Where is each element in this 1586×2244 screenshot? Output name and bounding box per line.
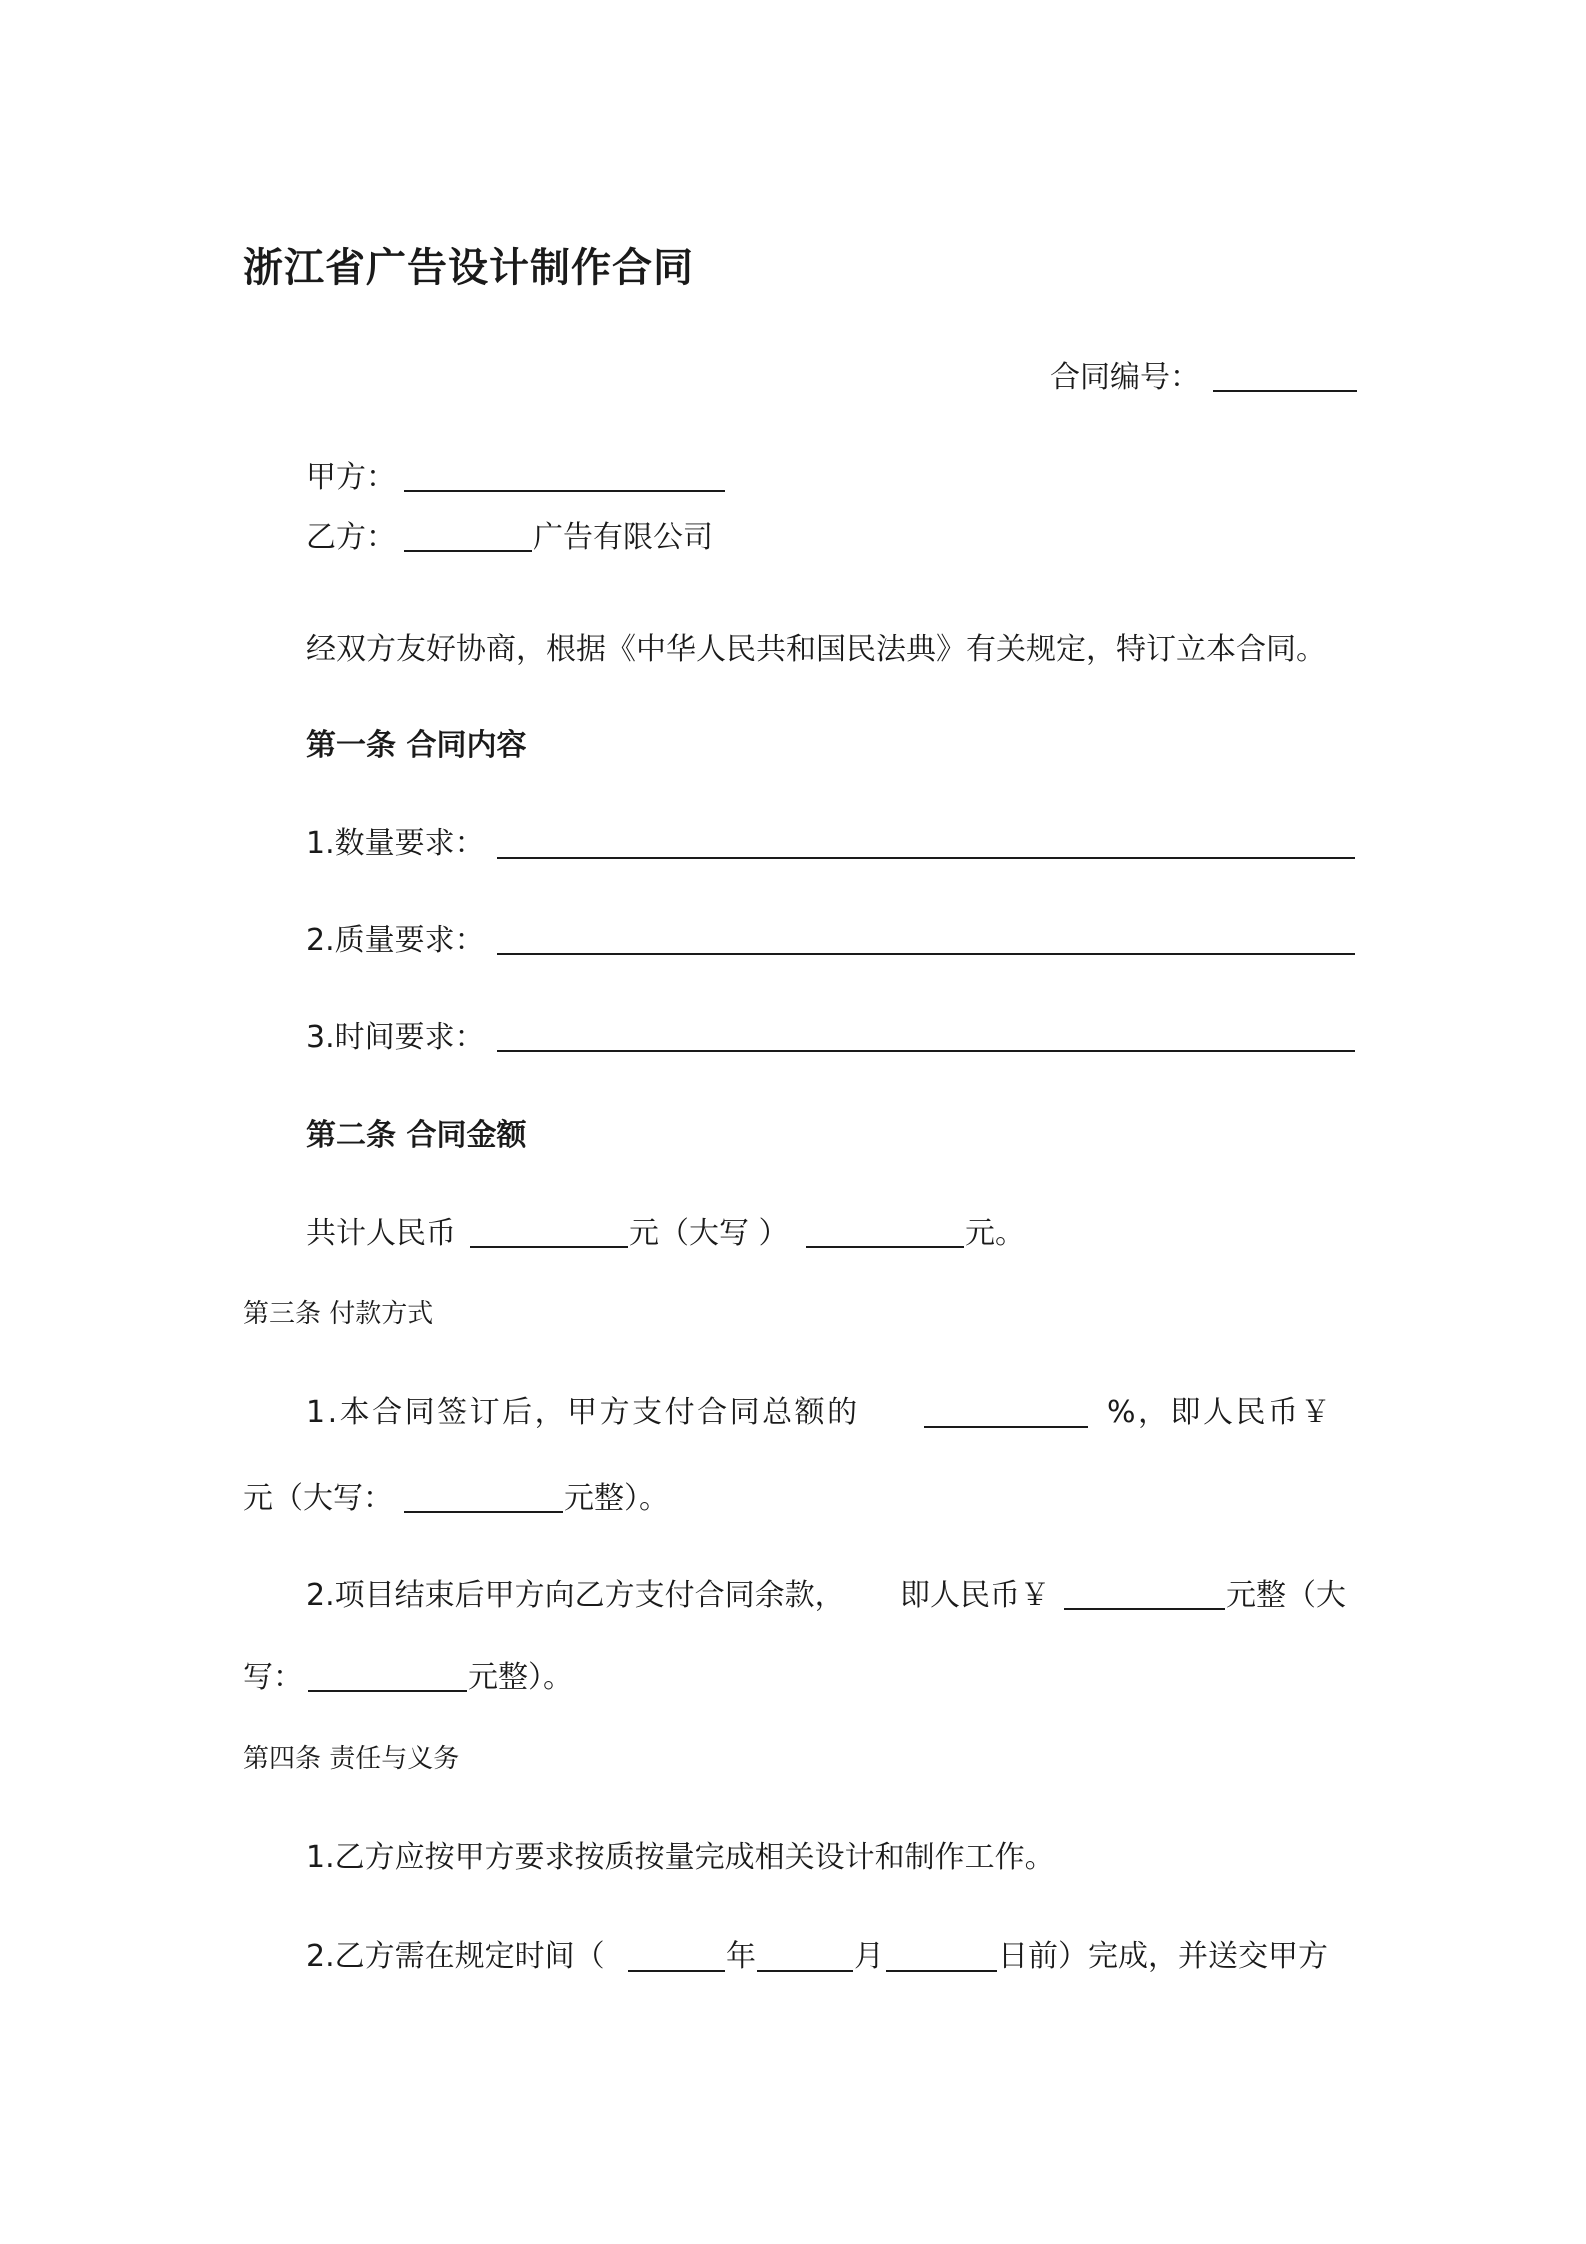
payment-clause-1a: 1.本合同签订后，甲方支付合同总额的: [306, 1395, 860, 1430]
payment-clause-2a: 2.项目结束后甲方向乙方支付合同余款，: [306, 1578, 845, 1613]
article2-heading: 第二条 合同金额: [306, 1118, 527, 1153]
amount-suffix: 元。: [965, 1216, 1025, 1251]
article3-heading: 第三条 付款方式: [243, 1299, 434, 1329]
amount-words-field[interactable]: [806, 1246, 964, 1248]
article4-heading: 第四条 责任与义务: [243, 1744, 460, 1774]
amount-prefix: 共计人民币: [306, 1216, 456, 1251]
quality-field[interactable]: [497, 953, 1355, 955]
party-a-field[interactable]: [404, 490, 725, 492]
intro-paragraph: 经双方友好协商，根据《中华人民共和国民法典》有关规定，特订立本合同。: [306, 632, 1326, 667]
article1-item-quality: 2.质量要求：: [306, 923, 485, 958]
deadline-year-field[interactable]: [628, 1970, 725, 1972]
payment-clause-2c: 元整（大: [1226, 1578, 1346, 1613]
deadline-year-label: 年: [726, 1939, 756, 1974]
payment-clause-1d: 元整）。: [564, 1481, 669, 1516]
contract-no-field[interactable]: [1213, 390, 1357, 392]
deadline-day-field[interactable]: [886, 1970, 997, 1972]
party-a-label: 甲方：: [306, 460, 396, 495]
payment-clause-2e: 元整）。: [468, 1660, 573, 1695]
party-b-label: 乙方：: [306, 520, 396, 555]
payment-words-field-1[interactable]: [404, 1511, 563, 1513]
amount-middle: 元（大写 ）: [629, 1216, 789, 1251]
payment-clause-2b: 即人民币￥: [900, 1578, 1050, 1613]
contract-no-label: 合同编号：: [1050, 360, 1200, 395]
percent-field[interactable]: [924, 1426, 1088, 1428]
balance-amount-field[interactable]: [1064, 1608, 1225, 1610]
balance-words-field[interactable]: [308, 1690, 467, 1692]
article1-item-time: 3.时间要求：: [306, 1020, 485, 1055]
payment-clause-1c: 元（大写：: [243, 1481, 393, 1516]
time-field[interactable]: [497, 1050, 1355, 1052]
payment-clause-2d: 写：: [243, 1660, 303, 1695]
amount-field[interactable]: [470, 1246, 628, 1248]
party-b-field[interactable]: [404, 550, 532, 552]
party-b-suffix: 广告有限公司: [533, 520, 713, 555]
article1-item-quantity: 1.数量要求：: [306, 826, 485, 861]
payment-clause-1b: %，即人民币￥: [1107, 1395, 1334, 1430]
duty-clause-1: 1.乙方应按甲方要求按质按量完成相关设计和制作工作。: [306, 1840, 1055, 1875]
deadline-month-field[interactable]: [757, 1970, 853, 1972]
duty-clause-2b: 日前）完成，并送交甲方: [998, 1939, 1328, 1974]
document-title: 浙江省广告设计制作合同: [243, 245, 694, 291]
deadline-month-label: 月: [854, 1939, 884, 1974]
duty-clause-2a: 2.乙方需在规定时间（: [306, 1939, 605, 1974]
article1-heading: 第一条 合同内容: [306, 728, 527, 763]
quantity-field[interactable]: [497, 857, 1355, 859]
